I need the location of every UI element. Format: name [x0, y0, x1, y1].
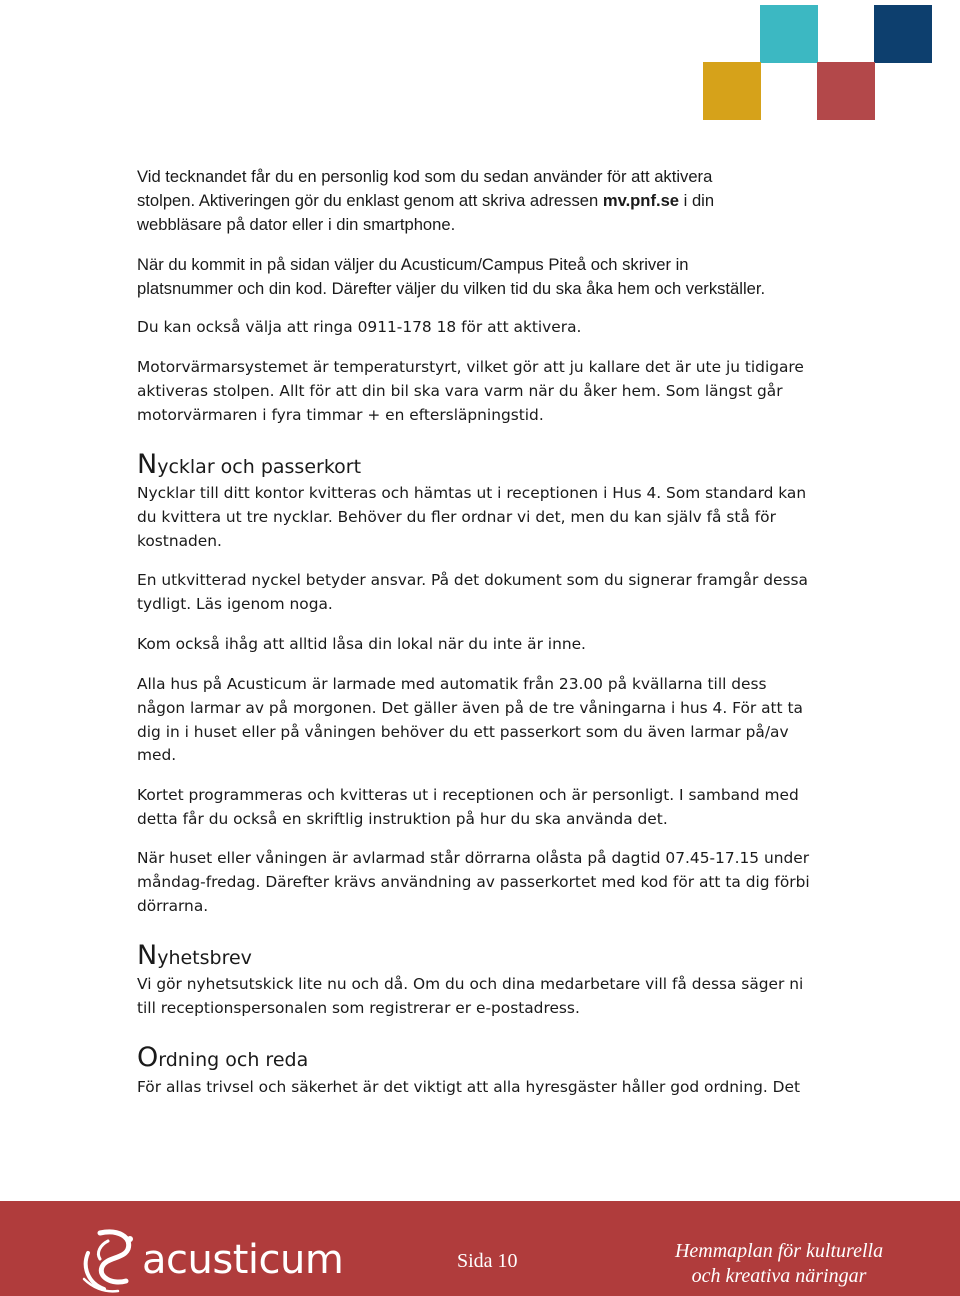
decor-square-navy	[874, 5, 932, 63]
heading-keys: Nycklar och passerkort	[137, 449, 362, 480]
paragraph-key-responsibility: En utkvitterad nyckel betyder ansvar. På det dokument som du signerar framgår dessa tydligt. Läs igenom noga.	[137, 571, 808, 613]
decor-square-teal	[760, 5, 818, 63]
paragraph-lock-reminder: Kom också ihåg att alltid låsa din lokal när du inte är inne.	[137, 635, 586, 653]
paragraph-card: Kortet programmeras och kvitteras ut i receptionen och är personligt. I samband med detta får du också en skriftlig instruktion på hur du ska använda det.	[137, 786, 799, 828]
paragraph-engine-heater: Motorvärmarsystemet är temperaturstyrt, vilket gör att ju kallare det är ute ju tidigare aktiveras stolpen. Allt för att din bil ska vara varm när du åker hem. Som längst går motorvärmaren i fyra timmar + en eftersläpningstid.	[137, 358, 804, 424]
page-number: Sida 10	[457, 1250, 518, 1272]
paragraph-site-login: När du kommit in på sidan väljer du Acusticum/Campus Piteå och skriver in platsnummer och din kod. Därefter väljer du vilken tid du ska åka hem och verkställer.	[137, 255, 766, 298]
paragraph-keys: Nycklar till ditt kontor kvitteras och hämtas ut i receptionen i Hus 4. Som standard kan du kvittera ut tre nycklar. Behöver du fler ordnar vi det, men du kan själv få stå för kostnaden.	[137, 484, 807, 550]
activation-url: mv.pnf.se	[602, 190, 680, 210]
acusticum-logo	[78, 1223, 350, 1295]
page-footer	[0, 1201, 960, 1296]
paragraph-newsletter: Vi gör nyhetsutskick lite nu och då. Om du och dina medarbetare vill få dessa säger ni till receptionspersonalen som registrerar er e-postadress.	[137, 975, 804, 1017]
paragraph-door-hours: När huset eller våningen är avlarmad står dörrarna olåsta på dagtid 07.45-17.15 under måndag-fredag. Därefter krävs användning av passerkortet med kod för att ta dig förbi dörrarna.	[137, 849, 810, 915]
heading-order: Ordning och reda	[137, 1042, 309, 1073]
paragraph-activation: Vid tecknandet får du en personlig kod som du sedan använder för att aktivera stolpen. Aktiveringen gör du enklast genom att skriva adressen mv.pnf.se i din webbläsare på dator eller i din smartphone.	[137, 167, 715, 234]
paragraph-alarm: Alla hus på Acusticum är larmade med automatik från 23.00 på kvällarna till dess någon larmar av på morgonen. Det gäller även på de tre våningarna i hus 4. För att ta dig in i huset eller på våningen behöver du ett passerkort som du även larmar på/av med.	[137, 675, 803, 765]
decor-square-gold	[703, 62, 761, 120]
paragraph-order: För allas trivsel och säkerhet är det viktigt att alla hyresgäster håller god ordning. Det	[137, 1078, 800, 1096]
decor-square-red	[817, 62, 875, 120]
logo-wordmark: acusticum	[142, 1237, 344, 1283]
footer-tagline: Hemmaplan för kulturella och kreativa näringar	[674, 1240, 884, 1287]
paragraph-phone: Du kan också välja att ringa 0911-178 18 för att aktivera.	[137, 318, 582, 336]
heading-newsletter: Nyhetsbrev	[137, 940, 252, 971]
swirl-icon	[78, 1223, 142, 1295]
